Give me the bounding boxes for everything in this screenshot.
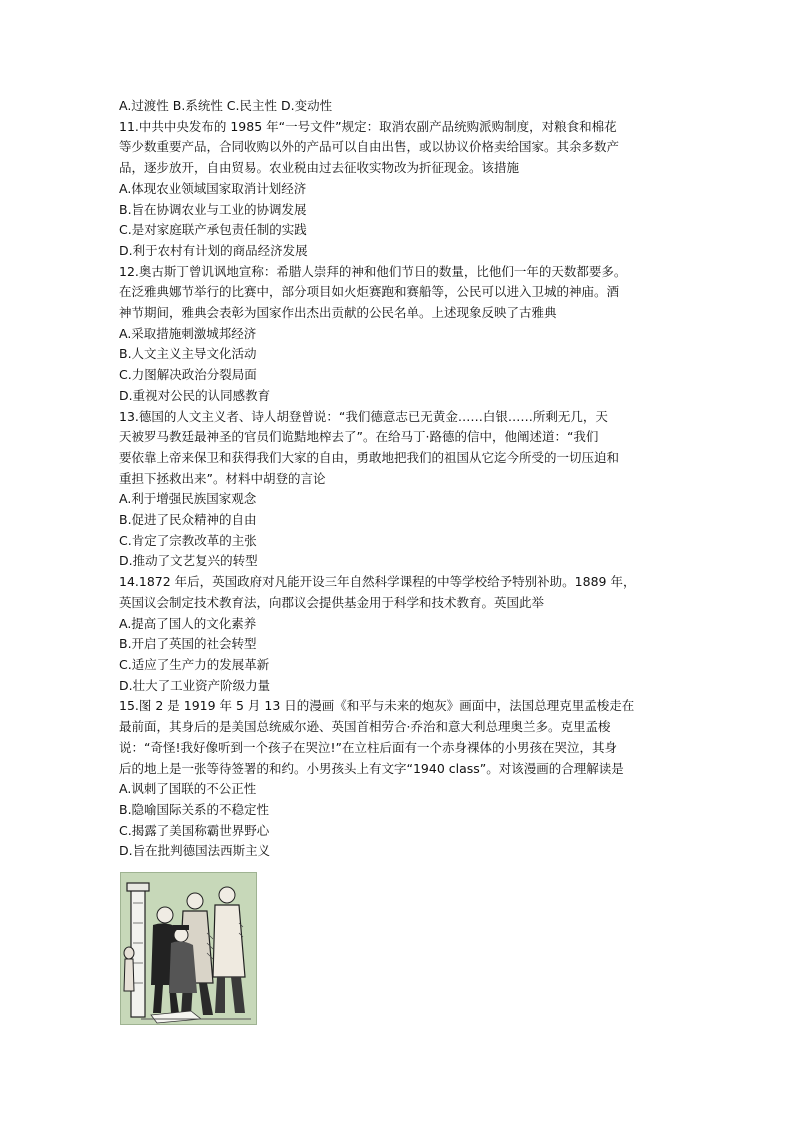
text-line: A.体现农业领域国家取消计划经济 — [119, 180, 307, 196]
text-line: A.提高了国人的文化素养 — [119, 615, 257, 631]
text-line: 英国议会制定技术教育法，向郡议会提供基金用于科学和技术教育。英国此举 — [119, 594, 545, 610]
text-line: D.利于农村有计划的商品经济发展 — [119, 242, 308, 258]
text-line: C.适应了生产力的发展革新 — [119, 656, 270, 672]
text-line: B.隐喻国际关系的不稳定性 — [119, 801, 270, 817]
text-line: 品，逐步放开，自由贸易。农业税由过去征收实物改为折征现金。该措施 — [119, 160, 520, 176]
text-line: 天被罗马教廷最神圣的官员们诡黠地榨去了”。在给马丁·路德的信中，他阐述道：“我们 — [119, 429, 599, 445]
text-line: A.采取措施刺激城邦经济 — [119, 325, 257, 341]
text-line: B.促进了民众精神的自由 — [119, 512, 257, 528]
text-line: C.揭露了美国称霸世界野心 — [119, 822, 270, 838]
text-line: D.重视对公民的认同感教育 — [119, 387, 271, 403]
text-line: B.开启了英国的社会转型 — [119, 636, 257, 652]
text-line: 14.1872 年后，英国政府对凡能开设三年自然科学课程的中等学校给予特别补助。1889 年， — [119, 574, 636, 590]
text-line: C.是对家庭联产承包责任制的实践 — [119, 222, 307, 238]
text-line: 神节期间，雅典会表彰为国家作出杰出贡献的公民名单。上述现象反映了古雅典 — [119, 305, 557, 321]
text-line: D.壮大了工业资产阶级力量 — [119, 677, 271, 693]
text-line: B.旨在协调农业与工业的协调发展 — [119, 201, 307, 217]
text-line: A.利于增强民族国家观念 — [119, 491, 257, 507]
text-line: 最前面，其身后的是美国总统威尔逊、英国首相劳合·乔治和意大利总理奥兰多。克里孟梭 — [119, 719, 611, 735]
text-line: 后的地上是一张等待签署的和约。小男孩头上有文字“1940 class”。对该漫画的合理解读是 — [119, 760, 624, 776]
text-line: 说：“奇怪!我好像听到一个孩子在哭泣!”在立柱后面有一个赤身裸体的小男孩在哭泣，其身 — [119, 739, 617, 755]
question-text-block — [119, 96, 687, 862]
cartoon-figure — [120, 872, 257, 1025]
text-line: 在泛雅典娜节举行的比赛中，部分项目如火炬赛跑和赛船等，公民可以进入卫城的神庙。酒 — [119, 284, 620, 300]
text-line: 11.中共中央发布的 1985 年“一号文件”规定：取消农副产品统购派购制度，对粮食和棉花 — [119, 118, 617, 134]
text-line: D.旨在批判德国法西斯主义 — [119, 843, 271, 859]
text-line: 13.德国的人文主义者、诗人胡登曾说：“我们德意志已无黄金……白银……所剩无几，天 — [119, 408, 608, 424]
text-line: 12.奥古斯丁曾讥讽地宣称：希腊人崇拜的神和他们节日的数量，比他们一年的天数都要多。 — [119, 263, 627, 279]
text-line: 要依靠上帝来保卫和获得我们大家的自由，勇敢地把我们的祖国从它迄今所受的一切压迫和 — [119, 449, 620, 465]
cartoon-illustration-icon — [121, 873, 257, 1025]
text-line: D.推动了文艺复兴的转型 — [119, 553, 258, 569]
text-line: 15.图 2 是 1919 年 5 月 13 日的漫画《和平与未来的炮灰》画面中，法国总理克里孟梭走在 — [119, 698, 635, 714]
text-line: 重担下拯救出来”。材料中胡登的言论 — [119, 470, 326, 486]
text-line: C.力图解决政治分裂局面 — [119, 367, 257, 383]
text-line: A.讽刺了国联的不公正性 — [119, 781, 257, 797]
text-line: 等少数重要产品，合同收购以外的产品可以自由出售，或以协议价格卖给国家。其余多数产 — [119, 139, 620, 155]
text-line: A.过渡性 B.系统性 C.民主性 D.变动性 — [119, 98, 333, 113]
text-line: C.肯定了宗教改革的主张 — [119, 532, 257, 548]
text-line: B.人文主义主导文化活动 — [119, 346, 257, 362]
